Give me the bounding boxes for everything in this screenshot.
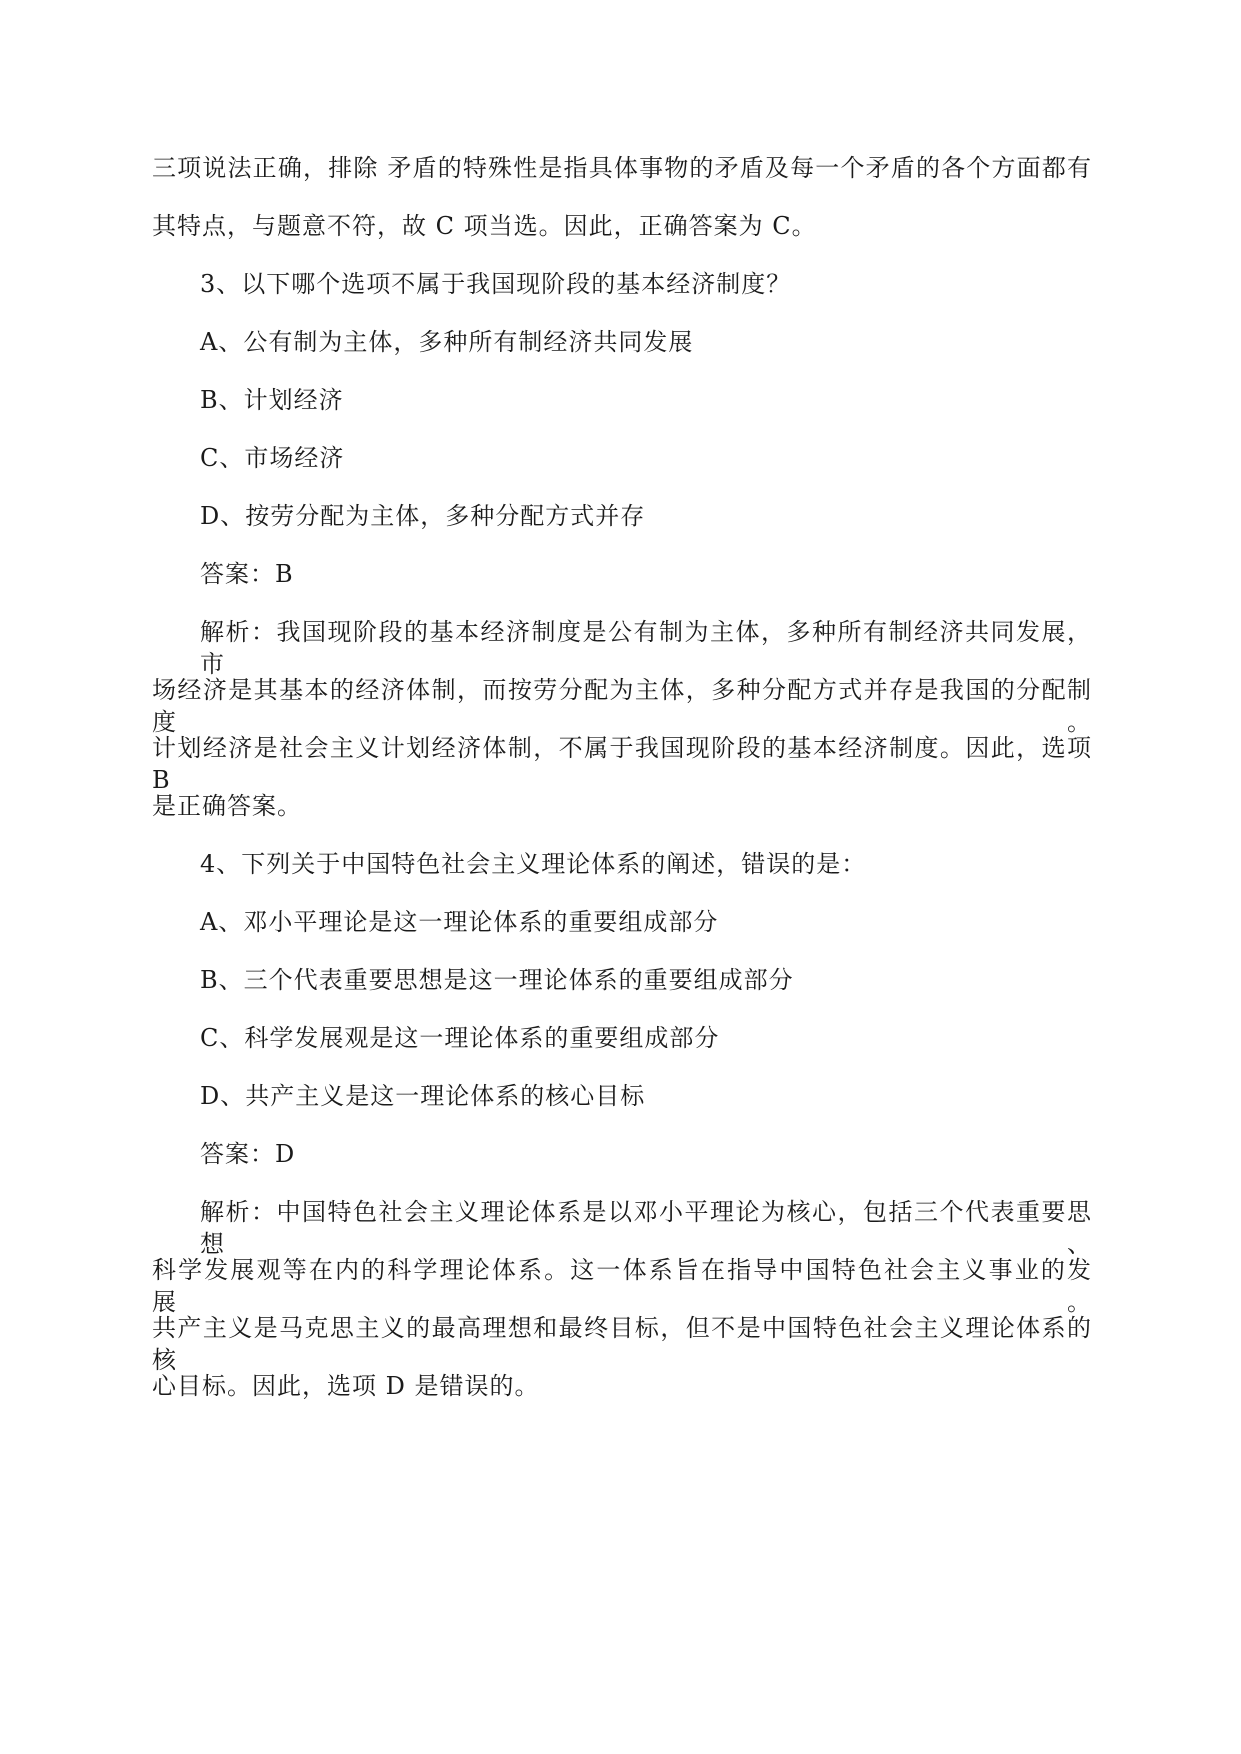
q3-option-a: A、公有制为主体，多种所有制经济共同发展 bbox=[200, 328, 694, 356]
q4-explanation-line-3: 共产主义是马克思主义的最高理想和最终目标，但不是中国特色社会主义理论体系的核 bbox=[152, 1314, 1092, 1374]
q4-explanation-line-2: 科学发展观等在内的科学理论体系。这一体系旨在指导中国特色社会主义事业的发展。 bbox=[152, 1256, 1092, 1316]
q3-explanation-line-1: 解析：我国现阶段的基本经济制度是公有制为主体，多种所有制经济共同发展，市 bbox=[200, 618, 1092, 678]
q4-explanation-line-4: 心目标。因此，选项 D 是错误的。 bbox=[152, 1372, 540, 1400]
q4-explanation-line-1: 解析：中国特色社会主义理论体系是以邓小平理论为核心，包括三个代表重要思想、 bbox=[200, 1198, 1092, 1258]
q3-explanation-line-4: 是正确答案。 bbox=[152, 792, 302, 820]
q3-option-d: D、按劳分配为主体，多种分配方式并存 bbox=[200, 502, 646, 530]
q4-option-b: B、三个代表重要思想是这一理论体系的重要组成部分 bbox=[200, 966, 794, 994]
q4-question: 4、下列关于中国特色社会主义理论体系的阐述，错误的是： bbox=[200, 850, 867, 878]
q3-question: 3、以下哪个选项不属于我国现阶段的基本经济制度？ bbox=[200, 270, 792, 298]
q3-explanation-line-3: 计划经济是社会主义计划经济体制，不属于我国现阶段的基本经济制度。因此，选项 B bbox=[152, 734, 1092, 794]
q4-option-a: A、邓小平理论是这一理论体系的重要组成部分 bbox=[200, 908, 719, 936]
q3-answer: 答案：B bbox=[200, 560, 294, 588]
q3-explanation-line-2: 场经济是其基本的经济体制，而按劳分配为主体，多种分配方式并存是我国的分配制度。 bbox=[152, 676, 1092, 736]
q2-explanation-line-1: 三项说法正确，排除 矛盾的特殊性是指具体事物的矛盾及每一个矛盾的各个方面都有 bbox=[152, 154, 1092, 182]
q3-option-c: C、市场经济 bbox=[200, 444, 345, 472]
q4-answer: 答案：D bbox=[200, 1140, 296, 1168]
q4-option-c: C、科学发展观是这一理论体系的重要组成部分 bbox=[200, 1024, 720, 1052]
q4-option-d: D、共产主义是这一理论体系的核心目标 bbox=[200, 1082, 646, 1110]
q2-explanation-line-2: 其特点，与题意不符，故 C 项当选。因此，正确答案为 C。 bbox=[152, 212, 817, 240]
q3-option-b: B、计划经济 bbox=[200, 386, 344, 414]
